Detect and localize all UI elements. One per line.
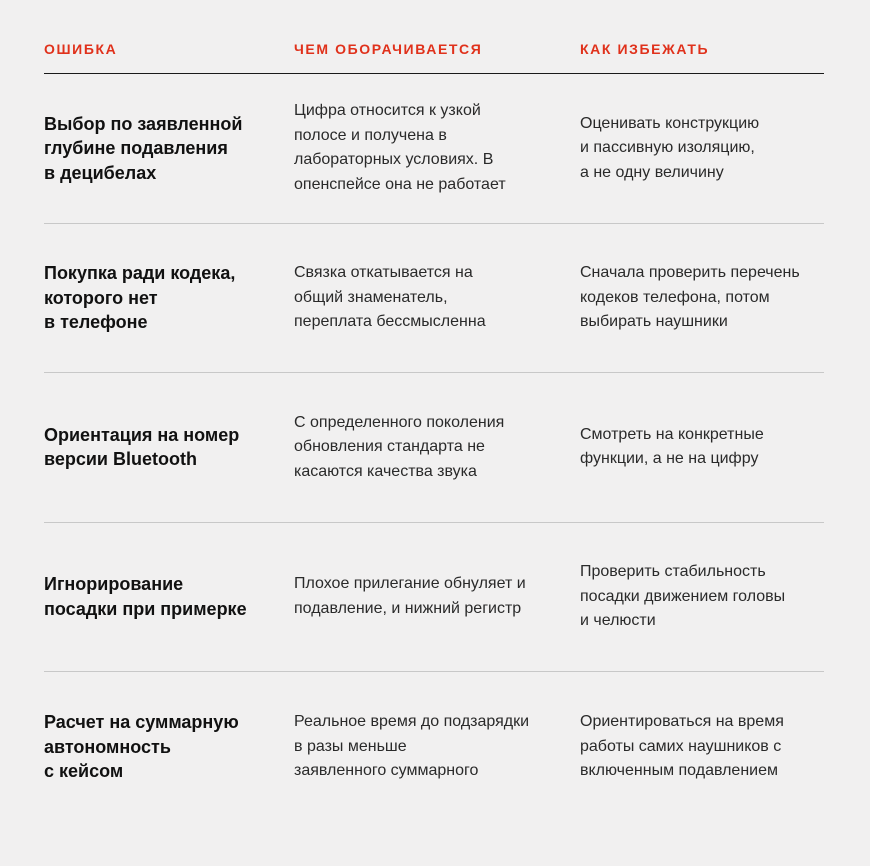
column-header-avoid: КАК ИЗБЕЖАТЬ — [580, 41, 710, 57]
mistake-cell: Игнорирование посадки при примерке — [44, 574, 247, 619]
table-row — [44, 672, 824, 822]
consequence-cell: С определенного поколения обновления стандарта не касаются качества звука — [294, 413, 505, 480]
avoid-cell: Проверить стабильность посадки движением головы и челюсти — [580, 563, 786, 629]
mistake-cell: Ориентация на номер версии Bluetooth — [44, 424, 240, 470]
consequence-cell: Связка откатывается на общий знаменатель, переплата бессмысленна — [294, 264, 486, 330]
table-row — [44, 224, 824, 374]
table-row — [44, 523, 824, 673]
avoid-cell: Оценивать конструкцию и пассивную изоляцию, а не одну величину — [580, 114, 760, 181]
mistakes-table — [44, 0, 824, 822]
avoid-cell: Сначала проверить перечень кодеков телефона, потом выбирать наушники — [580, 264, 800, 330]
mistake-cell: Расчет на суммарную автономность с кейсом — [44, 712, 239, 781]
consequence-cell: Плохое прилегание обнуляет и подавление, и нижний регистр — [294, 575, 526, 617]
column-header-consequence: ЧЕМ ОБОРАЧИВАЕТСЯ — [294, 41, 483, 57]
column-header-mistake: ОШИБКА — [44, 41, 118, 57]
table-row — [44, 373, 824, 523]
avoid-cell: Смотреть на конкретные функции, а не на цифру — [580, 425, 764, 468]
table-header — [44, 0, 824, 74]
mistake-cell: Покупка ради кодека, которого нет в телефоне — [44, 263, 236, 332]
avoid-cell: Ориентироваться на время работы самих наушников с включенным подавлением — [580, 713, 784, 779]
table-row — [44, 74, 824, 224]
consequence-cell: Цифра относится к узкой полосе и получена в лабораторных условиях. В опенспейсе она не работает — [294, 102, 506, 193]
mistake-cell: Выбор по заявленной глубине подавления в децибелах — [44, 113, 243, 183]
consequence-cell: Реальное время до подзарядки в разы меньше заявленного суммарного — [294, 713, 530, 779]
